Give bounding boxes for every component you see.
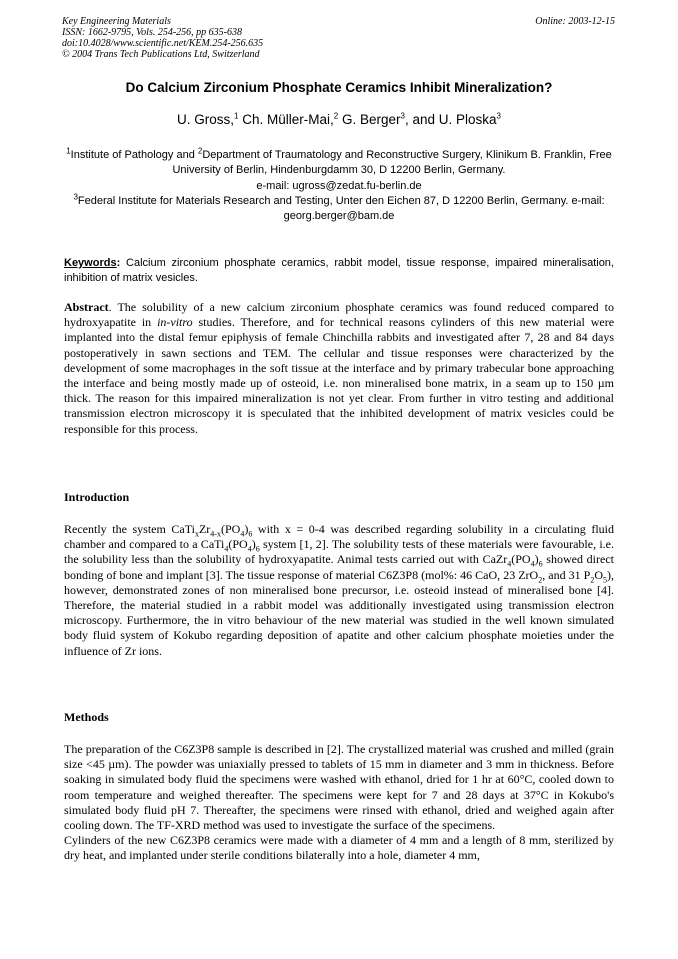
author-gross: U. Gross, bbox=[177, 112, 235, 127]
methods-paragraph-2: Cylinders of the new C6Z3P8 ceramics were made with a diameter of 4 mm and a length of 8 mm, sterilized by dry heat, and implanted under sterile conditions bilaterally into a hole, diameter 4 mm, bbox=[64, 833, 614, 863]
author-ploska: and U. Ploska bbox=[412, 112, 497, 127]
author-list: U. Gross,$^1$ Ch. Müller-Mai,$^2$ G. Berger$^3$, and U. Ploska$^3$ bbox=[177, 111, 501, 127]
keywords-section: Keywords: Calcium zirconium phosphate ceramics, rabbit model, tissue response, impaired mineralisation, inhibition of matrix vesicles. bbox=[64, 257, 614, 284]
introduction-heading: Introduction bbox=[64, 490, 130, 504]
affiliation-bam: $^3$Federal Institute for Materials Research and Testing, Unter den Eichen 87, D 12200 Berlin, Germany. e-mail: georg.berger@bam.de bbox=[73, 192, 605, 223]
keywords-label: Keywords bbox=[64, 257, 117, 269]
affiliations bbox=[62, 148, 616, 224]
keywords-text: Calcium zirconium phosphate ceramics, rabbit model, tissue response, impaired mineralisation, inhibition of matrix vesicles. bbox=[64, 257, 614, 284]
introduction-body: Recently the system $CaTi_xZr_{4-x}(PO_4)_6$ with x = 0-4 was described regarding solubility in a circulating fluid chamber and compared to a $CaTi_4(PO_4)_6$ system [1, 2]. The solubility tests of these materials were favourable, i.e. the solubility less than the solubility of hydroxyapatite. Animal tests carried out with $CaZr_4(PO_4)_6$ showed direct bonding of bone and implant [3]. The tissue response of material C6Z3P8 (mol%: 46 CaO, 23 ZrO$_2$, and 31 $P_2O_5$), however, demonstrated zones of non mineralised bone precursor, i.e. osteoid instead of mineralised bone [4]. Therefore, the material studied in a rabbit model was additionally investigated using transmission electron microscopy. Furthermore, the in vitro behaviour of the new material was studied in the well known simulated body fluid system of Kokubo regarding deposition of apatite and other calcium phosphate moieties under the influence of Zr ions. bbox=[64, 522, 615, 658]
abstract-label: Abstract bbox=[64, 300, 109, 314]
issn-line: ISSN: 1662-9795, Vols. 254-256, pp 635-638 bbox=[62, 27, 242, 38]
journal-header bbox=[62, 16, 263, 60]
abstract-section: Abstract. The solubility of a new calcium zirconium phosphate ceramics was found reduced compared to hydroxyapatite in in-vitro studies. Therefore, and for technical reasons cylinders of this new material were implanted into the distal femur epiphysis of female Chinchilla rabbits and investigated after 7, 28 and 84 days postoperatively in sawn sections and TEM. The cellular and tissue responses were characterized by the development of some macrophages in the soft tissue at the interface and by primary trabecular bone approaching the interface and being mostly made up of osteoid, i.e. non mineralised bone matrix, in a seam up to 150 µm thick. The reason for this impaired mineralization is not yet clear. From further in vitro testing and additional transmission electron microscopy it is speculated that the inhibited development of matrix vesicles could be responsible for this process. bbox=[64, 300, 615, 436]
author-berger: G. Berger bbox=[341, 112, 401, 127]
methods-paragraph-1: The preparation of the C6Z3P8 sample is described in [2]. The crystallized material was crushed and milled (grain size <45 µm). The powder was uniaxially pressed to tablets of 15 mm in diameter and 3 mm in thickness. Before soaking in simulated body fluid the specimens were washed with ethanol, dried for 1 hr at 60°C, cooled down to room temperature and weighed thereafter. The specimens were kept for 7 and 28 days at 37°C in Kokubo's simulated body fluid pH 7. Thereafter, the specimens were rinsed with ethanol, dried and weighed again after cooling down. The TF-XRD method was used to investigate the surface of the specimens. bbox=[64, 742, 614, 833]
email-gross: e-mail: ugross@zedat.fu-berlin.de bbox=[256, 179, 422, 192]
doi-line: doi:10.4028/www.scientific.net/KEM.254-256.635 bbox=[62, 38, 264, 49]
journal-name: Key Engineering Materials bbox=[62, 16, 171, 27]
online-date: Online: 2003-12-15 bbox=[535, 16, 615, 27]
methods-body bbox=[64, 742, 614, 864]
copyright-line: © 2004 Trans Tech Publications Ltd, Switzerland bbox=[62, 49, 260, 60]
author-muller-mai: Ch. Müller-Mai, bbox=[242, 112, 334, 127]
methods-heading: Methods bbox=[64, 710, 109, 724]
paper-title: Do Calcium Zirconium Phosphate Ceramics Inhibit Mineralization? bbox=[125, 80, 553, 95]
affiliation-berlin: $^1$Institute of Pathology and $^2$Department of Traumatology and Reconstructive Surgery, Klinikum B. Franklin, Free University of Berlin, Hindenburgdamm 30, D 12200 Berlin, Germany. bbox=[66, 146, 612, 177]
